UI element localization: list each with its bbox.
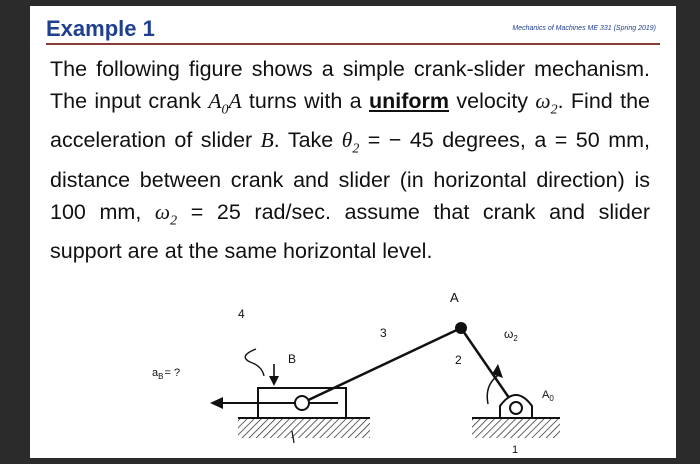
link4-marker [245,349,264,376]
omega-symbol: $\omega_2$ [535,88,558,117]
slider-ground-hatch [238,418,370,438]
slide-title: Example 1 [46,16,155,41]
course-label: Mechanics of Machines ME 331 (Spring 2019) [512,25,656,32]
slider-down-arrowhead-icon [269,376,279,386]
pin-b [295,396,309,410]
theta-symbol: $\theta_2$ [341,128,360,157]
mechanism-figure [30,6,676,458]
label-ab: $a_B=$ ? [152,367,181,381]
pin-a0 [510,402,522,414]
pin-a [455,322,467,334]
label-2: 2 [455,353,462,367]
problem-statement: The following figure shows a simple crank-slider mechanism. The input crank $A_0A$ turns with a uniform velocity $\omega_2$. Find the acceleration of slider B. Take $\theta_2$ = − 45 degrees, a = 50 mm, distance between crank and slider (in horizontal direction) is 100 mm, $\omega_2 = 25$ rad/sec. assume that crank and slider support are at the same horizontal level. [50,57,650,264]
slide [30,6,676,458]
label-4: 4 [238,307,245,321]
label-a0: $A_0$ [542,389,554,403]
label-b: B [288,352,297,366]
crank-ground-hatch [472,418,560,438]
accel-arrowhead-icon [210,397,223,409]
label-omega2: $\omega_2$ [504,327,518,343]
omega-symbol-2: $\omega_2$ [154,199,178,228]
emphasis-uniform: uniform [368,88,450,113]
crank-symbol: $A_0A$ [208,88,242,117]
label-1: 1 [512,444,519,456]
label-3: 3 [380,326,387,340]
omega-arc [487,374,500,404]
slider-symbol: B [260,128,274,153]
label-a: A [450,290,459,305]
